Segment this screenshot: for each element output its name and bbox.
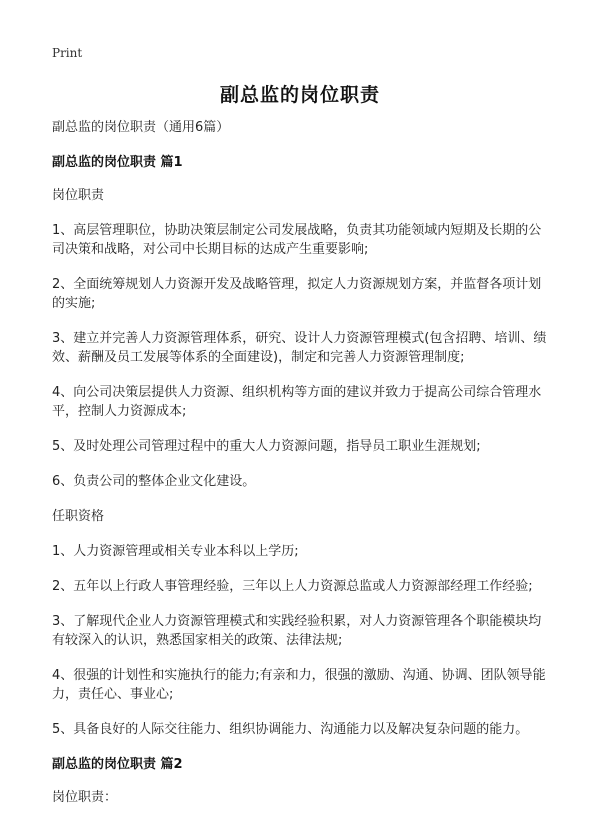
qualifications-title-1: 任职资格 xyxy=(52,509,105,524)
qualification-item-2: 2、五年以上行政人事管理经验，三年以上人力资源总监或人力资源部经理工作经验; xyxy=(52,579,533,594)
document-body xyxy=(52,118,552,823)
print-label[interactable]: Print xyxy=(52,46,83,60)
duty-item-5: 5、及时处理公司管理过程中的重大人力资源问题，指导员工职业生涯规划; xyxy=(52,439,481,454)
duties-title-1: 岗位职责 xyxy=(52,188,105,203)
qualification-item-5: 5、具备良好的人际交往能力、组织协调能力、沟通能力以及解决复杂问题的能力。 xyxy=(52,722,529,737)
section-heading-2: 副总监的岗位职责 篇2 xyxy=(52,757,183,772)
section-heading-1: 副总监的岗位职责 篇1 xyxy=(52,155,183,170)
duty-item-1: 1、高层管理职位，协助决策层制定公司发展战略，负责其功能领域内短期及长期的公司决策和战略，对公司中长期目标的达成产生重要影响; xyxy=(52,223,542,257)
duty-item-6: 6、负责公司的整体企业文化建设。 xyxy=(52,474,256,489)
duty-item-4: 4、向公司决策层提供人力资源、组织机构等方面的建议并致力于提高公司综合管理水平，控制人力资源成本; xyxy=(52,385,542,419)
duty-item-2: 2、全面统筹规划人力资源开发及战略管理，拟定人力资源规划方案，并监督各项计划的实施; xyxy=(52,277,542,311)
duty-item-3: 3、建立并完善人力资源管理体系，研究、设计人力资源管理模式(包含招聘、培训、绩效、薪酬及员工发展等体系的全面建设)，制定和完善人力资源管理制度; xyxy=(52,331,547,365)
document-title: 副总监的岗位职责 xyxy=(219,84,380,106)
duties-title-2: 岗位职责： xyxy=(52,790,118,805)
qualification-item-3: 3、了解现代企业人力资源管理模式和实践经验积累，对人力资源管理各个职能模块均有较深入的认识，熟悉国家相关的政策、法律法规; xyxy=(52,614,542,648)
document-intro: 副总监的岗位职责（通用6篇） xyxy=(52,120,230,135)
qualification-item-4: 4、很强的计划性和实施执行的能力;有亲和力，很强的激励、沟通、协调、团队领导能力，责任心、事业心; xyxy=(52,668,546,702)
qualification-item-1: 1、人力资源管理或相关专业本科以上学历; xyxy=(52,544,299,559)
